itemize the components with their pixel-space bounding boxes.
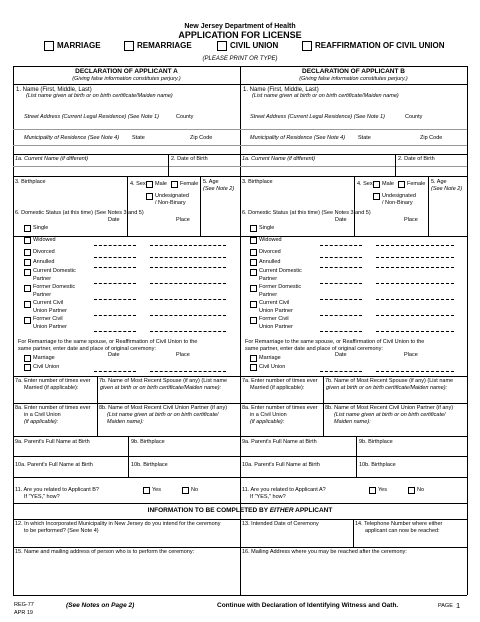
b-remarriage-note-1: For Remarriage to the same spouse, or Reaffirmation of Civil Union to the [245,339,425,345]
b-widowed-checkbox[interactable] [250,237,257,244]
form-revision-date: APR 19 [14,610,33,616]
print-note: (PLEASE PRINT OR TYPE) [202,56,278,62]
a-related-no-label: No [191,487,199,493]
b-sex-label: 4. Sex [357,181,373,187]
a-orig-marriage-label: Marriage [33,355,55,361]
a-state-label: State [132,135,145,141]
b-status-current-civil-2: Union Partner [259,308,293,314]
b-q7a-label-2: Married (if applicable): [250,385,305,391]
b-orig-civil-union-checkbox[interactable] [250,364,257,371]
q12-label: 12. In which Incorporated Municipality in New Jersey do you intend for the ceremony [15,521,221,527]
b-q8b-label-3: Maiden name): [334,419,371,425]
b-current-name-label: 1a. Current Name (if different) [242,156,316,162]
b-annulled-checkbox[interactable] [250,259,257,266]
a-status-widowed: Widowed [33,237,56,243]
b-name-label: 1. Name (First, Middle, Last) [243,87,319,93]
a-q9b-label: 9b. Birthplace [131,439,165,445]
q14-label: 14. Telephone Number where either [355,521,443,527]
b-current-civil-checkbox[interactable] [250,301,257,308]
b-q10b-label: 10b. Birthplace [359,462,396,468]
b-q7b-label: 7b. Name of Most Recent Spouse (if any) (List name [325,378,454,384]
remarriage-option-label: REMARRIAGE [137,41,192,50]
b-q10a-label: 10a. Parent's Full Name at Birth [242,462,320,468]
a-orig-marriage-checkbox[interactable] [24,355,31,362]
a-related-yes-checkbox[interactable] [143,487,150,494]
q16-label: 16. Mailing Address where you may be reached after the ceremony: [242,549,407,555]
b-q8b-label-2: (List name given at birth or on birth certificate/ [334,412,446,418]
a-status-former-civil: Former Civil [33,316,63,322]
civil-union-option-label: CIVIL UNION [230,41,279,50]
b-name-sublabel: (List name given at birth or on birth certificate/Maiden name) [252,93,399,99]
q13-label: 13. Intended Date of Ceremony [242,521,319,527]
b-single-checkbox[interactable] [250,225,257,232]
b-undesignated-checkbox[interactable] [373,193,380,200]
a-single-checkbox[interactable] [24,225,31,232]
marriage-checkbox[interactable] [44,41,54,51]
q14-label-2: applicant can now be reached: [365,528,440,534]
b-related-yes-checkbox[interactable] [369,487,376,494]
b-female-label: Female [407,181,426,187]
b-q8a-label-3: (if applicable): [250,419,285,425]
a-nonbinary-label: / Non-Binary [155,200,186,206]
a-municipality-label: Municipality of Residence (See Note 4) [24,135,120,141]
applicant-a-perjury-note: (Giving false information constitutes perjury.) [72,76,181,82]
continue-note: Continue with Declaration of Identifying Witness and Oath. [217,602,399,609]
agency-name: New Jersey Department of Health [184,23,296,30]
b-male-checkbox[interactable] [373,181,380,188]
b-remarriage-place-col: Place [404,352,418,358]
a-q8a-label-2: in a Civil Union [24,412,61,418]
a-q11-how-label: If "YES," how? [24,494,60,500]
b-status-divorced: Divorced [259,249,281,255]
b-age-note: (See Note 2) [431,186,463,192]
a-status-current-domestic-2: Partner [33,276,52,282]
a-undesignated-label: Undesignated [155,193,189,199]
b-remarriage-note-2: same partner, enter date and place of original ceremony: [245,346,383,352]
form-title: APPLICATION FOR LICENSE [178,30,302,40]
b-remarriage-date-col: Date [335,352,347,358]
b-status-current-domestic-2: Partner [259,276,278,282]
q15-label: 15. Name and mailing address of person who is to perform the ceremony: [15,549,195,555]
b-date-col: Date [335,217,347,223]
a-q8b-label: 8b. Name of Most Recent Civil Union Partner (if any) [99,405,228,411]
b-related-yes-label: Yes [378,487,387,493]
a-remarriage-place-col: Place [176,352,190,358]
a-remarriage-date-col: Date [108,352,120,358]
b-status-single: Single [259,225,275,231]
either-applicant-heading: INFORMATION TO BE COMPLETED BY EITHER APPLICANT [147,507,333,514]
applicant-b-heading: DECLARATION OF APPLICANT B [302,68,405,75]
civil-union-checkbox[interactable] [217,41,227,51]
b-status-annulled: Annulled [259,259,281,265]
a-q8b-label-2: (List name given at birth or on birth certificate/ [107,412,219,418]
a-q10a-label: 10a. Parent's Full Name at Birth [15,462,93,468]
b-status-current-domestic: Current Domestic [259,268,302,274]
page-label: PAGE [438,603,453,609]
b-status-former-domestic: Former Domestic [259,284,302,290]
a-former-civil-checkbox[interactable] [24,317,31,324]
b-q8a-label-2: in a Civil Union [250,412,287,418]
a-q7a-label: 7a. Enter number of times ever [15,378,91,384]
a-status-single: Single [33,225,49,231]
a-q11-label: 11. Are you related to Applicant B? [15,487,99,493]
b-divorced-checkbox[interactable] [250,249,257,256]
a-name-sublabel: (List name given at birth or on birth certificate/Maiden name) [26,93,173,99]
a-q9a-label: 9a. Parent's Full Name at Birth [15,439,90,445]
applicant-b-perjury-note: (Giving false information constitutes perjury.) [299,76,408,82]
q12-label-2: to be performed? (See Note 4) [24,528,99,534]
b-status-former-domestic-2: Partner [259,292,278,298]
a-orig-civil-union-checkbox[interactable] [24,364,31,371]
b-q11-how-label: If "YES," how? [250,494,286,500]
a-sex-label: 4. Sex [130,181,146,187]
a-place-col: Place [176,217,190,223]
a-widowed-checkbox[interactable] [24,237,31,244]
b-street-label: Street Address (Current Legal Residence) (See Note 1) [250,114,385,120]
a-status-divorced: Divorced [33,249,55,255]
b-nonbinary-label: / Non-Binary [382,200,413,206]
b-zip-label: Zip Code [420,135,443,141]
a-name-label: 1. Name (First, Middle, Last) [16,87,92,93]
b-q7b-label-2: given at birth or on birth certificate/Maiden name): [326,385,448,391]
a-status-annulled: Annulled [33,259,55,265]
a-female-label: Female [180,181,199,187]
a-date-col: Date [108,217,120,223]
b-former-domestic-checkbox[interactable] [250,285,257,292]
a-birthplace-label: 3. Birthplace [15,179,46,185]
reaffirmation-checkbox[interactable] [302,41,312,51]
b-birthplace-label: 3. Birthplace [242,179,273,185]
b-related-no-label: No [417,487,425,493]
a-current-domestic-checkbox[interactable] [24,269,31,276]
a-annulled-checkbox[interactable] [24,259,31,266]
b-municipality-label: Municipality of Residence (See Note 4) [250,135,346,141]
a-related-no-checkbox[interactable] [182,487,189,494]
b-q9b-label: 9b. Birthplace [359,439,393,445]
a-former-domestic-checkbox[interactable] [24,285,31,292]
a-male-label: Male [155,181,167,187]
b-county-label: County [405,114,423,120]
b-status-former-civil: Former Civil [259,316,289,322]
notes-reference: (See Notes on Page 2) [66,602,135,609]
a-orig-civil-union-label: Civil Union [33,364,60,370]
b-age-label: 5. Age [431,179,447,185]
a-status-current-civil: Current Civil [33,300,64,306]
a-q8a-label: 8a. Enter number of times ever [15,405,91,411]
b-q7a-label: 7a. Enter number of times ever [242,378,318,384]
b-female-checkbox[interactable] [398,181,405,188]
a-q7b-label: 7b. Name of Most Recent Spouse (if any) (List name [99,378,228,384]
page-number: 1 [456,601,461,610]
b-domestic-status-label: 6. Domestic Status (at this time) (See Notes 3 and 5) [242,210,371,216]
b-male-label: Male [382,181,394,187]
a-age-label: 5. Age [203,179,219,185]
b-dob-label: 2. Date of Birth [398,156,435,162]
b-orig-marriage-checkbox[interactable] [250,355,257,362]
a-q7b-label-2: given at birth or on birth certificate/Maiden name): [100,385,222,391]
a-domestic-status-label: 6. Domestic Status (at this time) (See Notes 3 and 5) [15,210,144,216]
a-current-civil-checkbox[interactable] [24,301,31,308]
a-related-yes-label: Yes [152,487,161,493]
a-age-note: (See Note 2) [203,186,235,192]
a-q10b-label: 10b. Birthplace [131,462,168,468]
reaffirmation-option-label: REAFFIRMATION OF CIVIL UNION [315,41,445,50]
a-current-name-label: 1a. Current Name (if different) [15,156,89,162]
marriage-option-label: MARRIAGE [57,41,101,50]
a-dob-label: 2. Date of Birth [171,156,208,162]
a-street-label: Street Address (Current Legal Residence) (See Note 1) [24,114,159,120]
a-status-former-domestic-2: Partner [33,292,52,298]
b-status-former-civil-2: Union Partner [259,324,293,330]
b-status-widowed: Widowed [259,237,282,243]
a-q7a-label-2: Married (if applicable): [24,385,79,391]
b-undesignated-label: Undesignated [382,193,416,199]
applicant-a-heading: DECLARATION OF APPLICANT A [75,68,178,75]
b-current-domestic-checkbox[interactable] [250,269,257,276]
b-related-no-checkbox[interactable] [408,487,415,494]
b-q8a-label: 8a. Enter number of times ever [242,405,318,411]
form-number: REG-77 [14,602,34,608]
a-divorced-checkbox[interactable] [24,249,31,256]
b-former-civil-checkbox[interactable] [250,317,257,324]
b-q11-label: 11. Are you related to Applicant A? [242,487,326,493]
b-q9a-label: 9a. Parent's Full Name at Birth [242,439,317,445]
a-male-checkbox[interactable] [146,181,153,188]
b-orig-marriage-label: Marriage [259,355,281,361]
a-zip-label: Zip Code [190,135,213,141]
a-status-current-domestic: Current Domestic [33,268,76,274]
a-remarriage-note-1: For Remarriage to the same spouse, or Reaffirmation of Civil Union to the [18,339,198,345]
b-status-current-civil: Current Civil [259,300,290,306]
a-q8a-label-3: (if applicable): [24,419,59,425]
remarriage-checkbox[interactable] [124,41,134,51]
a-status-former-civil-2: Union Partner [33,324,67,330]
a-county-label: County [176,114,194,120]
a-female-checkbox[interactable] [171,181,178,188]
b-state-label: State [358,135,371,141]
b-place-col: Place [404,217,418,223]
b-orig-civil-union-label: Civil Union [259,364,286,370]
a-status-current-civil-2: Union Partner [33,308,67,314]
b-q8b-label: 8b. Name of Most Recent Civil Union Partner (if any) [325,405,454,411]
a-status-former-domestic: Former Domestic [33,284,76,290]
a-q8b-label-3: Maiden name): [107,419,144,425]
a-undesignated-checkbox[interactable] [146,193,153,200]
a-remarriage-note-2: same partner, enter date and place of original ceremony: [18,346,156,352]
